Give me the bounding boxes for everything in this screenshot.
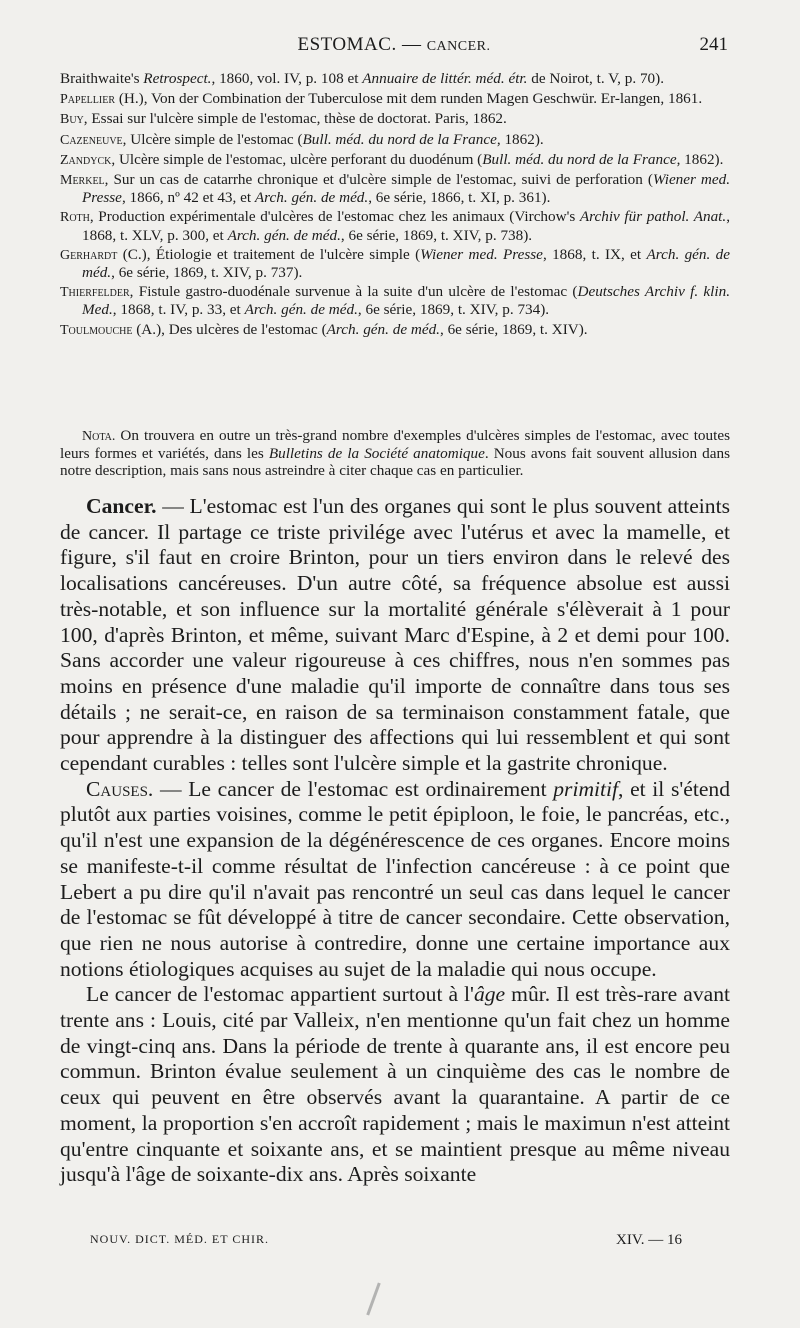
- running-title-sub: CANCER.: [426, 39, 491, 54]
- paragraph-age: Le cancer de l'estomac appartient surtout à l'âge mûr. Il est très-rare avant trente ans : Louis, cité par Valleix, n'en mentionne qu'un fait chez un homme de vingt-cinq ans. Dans la période de trente à quarante ans, il est encore peu commun. Brinton évalue seulement à un cinquième des cas le nombre de ceux qui peuvent en être observés avant la quarantaine. A partir de ce moment, la proportion s'en accroît rapidement ; mais le maximun n'est atteint qu'entre cinquante et soixante ans, et se maintient presque au même niveau jusqu'à l'âge de soixante-dix ans. Après soixante: [60, 982, 731, 1187]
- page-number: 241: [699, 34, 728, 55]
- reference-entry: Zandyck, Ulcère simple de l'estomac, ulcère perforant du duodénum (Bull. méd. du nord de la France, 1862).: [60, 150, 724, 168]
- section-lead-cancer: Cancer.: [86, 494, 157, 518]
- section-lead-causes: Causes.: [86, 776, 154, 801]
- footer-publication: NOUV. DICT. MÉD. ET CHIR.: [90, 1232, 270, 1246]
- nota-label: Nota.: [82, 429, 116, 444]
- reference-entry: Thierfelder, Fistule gastro-duodénale survenue à la suite d'un ulcère de l'estomac (Deutsches Archiv f. klin. Med., 1868, t. IV, p. 33, et Arch. gén. de méd., 6e série, 1869, t. XIV, p. 734).: [60, 283, 730, 319]
- paragraph-cancer: Cancer. — L'estomac est l'un des organes qui sont le plus souvent atteints de cancer. Il partage ce triste privilége avec l'utérus et avec la mamelle, et figure, s'il faut en croire Brinton, pour un tiers environ dans le relevé des localisations cancéreuses. D'un autre côté, sa fréquence absolue est aussi très-notable, et son influence sur la mortalité générale s'élèverait à 1 pour 100, d'après Brinton, et même, suivant Marc d'Espine, à 2 et demi pour 100. Sans accorder une valeur rigoureuse à ces chiffres, nous n'en sommes pas moins en présence d'une maladie qu'il importe de connaître dans tous ses détails ; ne serait-ce, en raison de sa terminaison constamment fatale, que pour apprendre à la distinguer des affections qui lui ressemblent et qui sont cependant curables : telles sont l'ulcère simple et la gastrite chronique.: [60, 494, 730, 776]
- pen-mark: [366, 1283, 380, 1316]
- page-footer: [90, 1232, 690, 1252]
- main-text: [60, 494, 730, 1188]
- footer-signature: XIV. — 16: [616, 1232, 682, 1248]
- running-title: [60, 34, 728, 56]
- reference-entry: Braithwaite's Retrospect., 1860, vol. IV, p. 108 et Annuaire de littér. méd. étr. de Noirot, t. V, p. 70).: [60, 70, 664, 87]
- reference-entry: Cazeneuve, Ulcère simple de l'estomac (Bull. méd. du nord de la France, 1862).: [60, 130, 544, 148]
- reference-entry: Toulmouche (A.), Des ulcères de l'estomac (Arch. gén. de méd., 6e série, 1869, t. XIV).: [60, 320, 588, 338]
- reference-entry: Gerhardt (C.), Étiologie et traitement de l'ulcère simple (Wiener med. Presse, 1868, t. IX, et Arch. gén. de méd., 6e série, 1869, t. XIV, p. 737).: [60, 245, 731, 282]
- nota-paragraph: Nota. On trouvera en outre un très-grand nombre d'exemples d'ulcères simples de l'estomac, avec toutes leurs formes et variétés, dans les Bulletins de la Société anatomique. Nous avons fait souvent allusion dans notre description, mais sans nous astreindre à citer chaque cas en particulier.: [60, 427, 730, 480]
- reference-entry: Papellier (H.), Von der Combination der Tuberculose mit dem runden Magen Geschwür. Er-langen, 1861.: [60, 90, 703, 108]
- reference-entry: Buy, Essai sur l'ulcère simple de l'estomac, thèse de doctorat. Paris, 1862.: [60, 110, 507, 128]
- reference-entry: Merkel, Sur un cas de catarrhe chronique et d'ulcère simple de l'estomac, suivi de perforation (Wiener med. Presse, 1866, nº 42 et 43, et Arch. gén. de méd., 6e série, 1866, t. XI, p. 361).: [60, 171, 731, 207]
- paragraph-causes: Causes. — Le cancer de l'estomac est ordinairement primitif, et il s'étend plutôt aux parties voisines, comme le petit épiploon, le foie, le pancréas, etc., qu'il n'est une expansion de la dégénérescence de ces organes. Encore moins se manifeste-t-il comme résultat de l'infection cancéreuse : à ce point que Lebert a pu dire qu'il n'avait pas rencontré un seul cas dans lequel le cancer de l'estomac se fût développé à titre de cancer secondaire. Cette observation, que rien ne nous autorise à contredire, donne une certaine importance aux notions étiologiques acquises au sujet de la maladie qui nous occupe.: [60, 776, 730, 981]
- running-title-main: ESTOMAC.: [297, 34, 397, 55]
- running-header: [60, 34, 728, 58]
- reference-entry: Roth, Production expérimentale d'ulcères de l'estomac chez les animaux (Virchow's Archiv für pathol. Anat., 1868, t. XLV, p. 300, et Arch. gén. de méd., 6e série, 1869, t. XIV, p. 738).: [60, 208, 730, 244]
- running-title-dash: —: [401, 34, 422, 55]
- bibliography: [60, 70, 730, 341]
